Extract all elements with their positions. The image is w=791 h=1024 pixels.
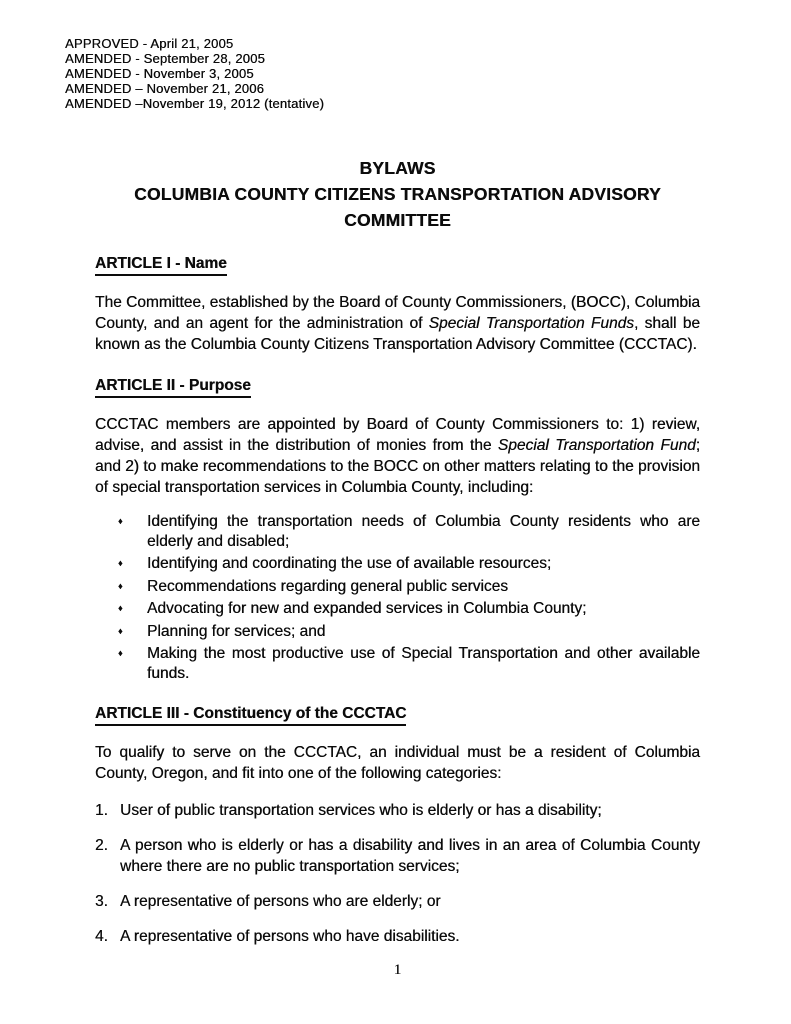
article-1-paragraph	[95, 292, 700, 355]
bullet-item	[95, 554, 700, 574]
bullet-item	[95, 622, 700, 642]
text-run: , shall be known as the Columbia County Citizens Transportation Advisory Committee (CCCTAC).	[95, 315, 700, 353]
item-number: 3.	[95, 893, 108, 910]
document-body	[95, 155, 700, 979]
item-number: 1.	[95, 802, 108, 819]
revision-line: APPROVED - April 21, 2005	[65, 36, 234, 51]
numbered-item	[95, 926, 700, 947]
article-2-paragraph	[95, 414, 700, 498]
page-number: 1	[393, 962, 402, 978]
bullet-item	[95, 512, 700, 551]
article-2-heading	[95, 377, 700, 398]
revision-line: AMENDED –November 19, 2012 (tentative)	[65, 96, 325, 111]
italic-run: Special Transportation Funds	[428, 315, 634, 332]
title-line: COMMITTEE	[344, 210, 451, 230]
item-text: User of public transportation services who is elderly or has a disability;	[120, 802, 602, 819]
bullet-item	[95, 644, 700, 683]
diamond-bullet-icon: ♦	[118, 648, 123, 658]
bullet-item	[95, 599, 700, 619]
italic-run: Special Transportation Fund	[497, 437, 696, 454]
article-2-heading-text: ARTICLE II - Purpose	[95, 377, 251, 398]
item-text: A representative of persons who have disabilities.	[120, 928, 460, 945]
revision-line: AMENDED - September 28, 2005	[65, 51, 265, 66]
revision-line: AMENDED - November 3, 2005	[65, 66, 254, 81]
diamond-bullet-icon: ♦	[118, 603, 123, 613]
diamond-bullet-icon: ♦	[118, 625, 123, 636]
item-number: 2.	[95, 837, 108, 854]
item-number: 4.	[95, 928, 108, 945]
bullet-text: Advocating for new and expanded services in Columbia County;	[147, 600, 587, 617]
text-run: ; and 2) to make recommendations to the BOCC on other matters relating to the provision of special transportation services in Columbia County, including:	[95, 437, 700, 496]
diamond-bullet-icon: ♦	[118, 580, 123, 591]
purpose-bullet-list	[95, 512, 700, 683]
article-3-paragraph: To qualify to serve on the CCCTAC, an individual must be a resident of Columbia County, Oregon, and fit into one of the following categories:	[95, 744, 700, 782]
article-3-heading	[95, 705, 700, 726]
text-run: The Committee, established by the Board of County Commissioners, (BOCC), Columbia County, and an agent for the administration of	[95, 294, 700, 332]
bullet-text: Identifying and coordinating the use of available resources;	[147, 555, 552, 572]
bullet-text: Recommendations regarding general public services	[147, 577, 508, 595]
bullet-text: Making the most productive use of Special Transportation and other available funds.	[147, 645, 700, 682]
numbered-item	[95, 835, 700, 877]
item-text: A representative of persons who are elderly; or	[120, 893, 441, 910]
diamond-bullet-icon: ♦	[118, 558, 123, 568]
diamond-bullet-icon: ♦	[118, 516, 123, 526]
revision-history	[65, 36, 700, 111]
constituency-list	[95, 800, 700, 947]
item-text: A person who is elderly or has a disability and lives in an area of Columbia County where there are no public transportation services;	[120, 837, 700, 875]
article-3-heading-text: ARTICLE III - Constituency of the CCCTAC	[95, 705, 406, 726]
revision-line: AMENDED – November 21, 2006	[65, 81, 265, 96]
title-line: COLUMBIA COUNTY CITIZENS TRANSPORTATION ADVISORY	[134, 184, 661, 204]
title-line: BYLAWS	[359, 158, 436, 178]
bullet-text: Planning for services; and	[147, 622, 326, 640]
bullet-item	[95, 577, 700, 597]
numbered-item	[95, 800, 700, 821]
text-run: CCCTAC members are appointed by Board of County Commissioners to: 1) review, advise, and assist in the distribution of monies from the	[95, 416, 700, 454]
bullet-text: Identifying the transportation needs of Columbia County residents who are elderly and disabled;	[147, 513, 700, 550]
numbered-item	[95, 891, 700, 912]
document-title	[95, 155, 700, 233]
article-1-heading-text: ARTICLE I - Name	[95, 255, 227, 276]
article-1-heading	[95, 255, 700, 276]
